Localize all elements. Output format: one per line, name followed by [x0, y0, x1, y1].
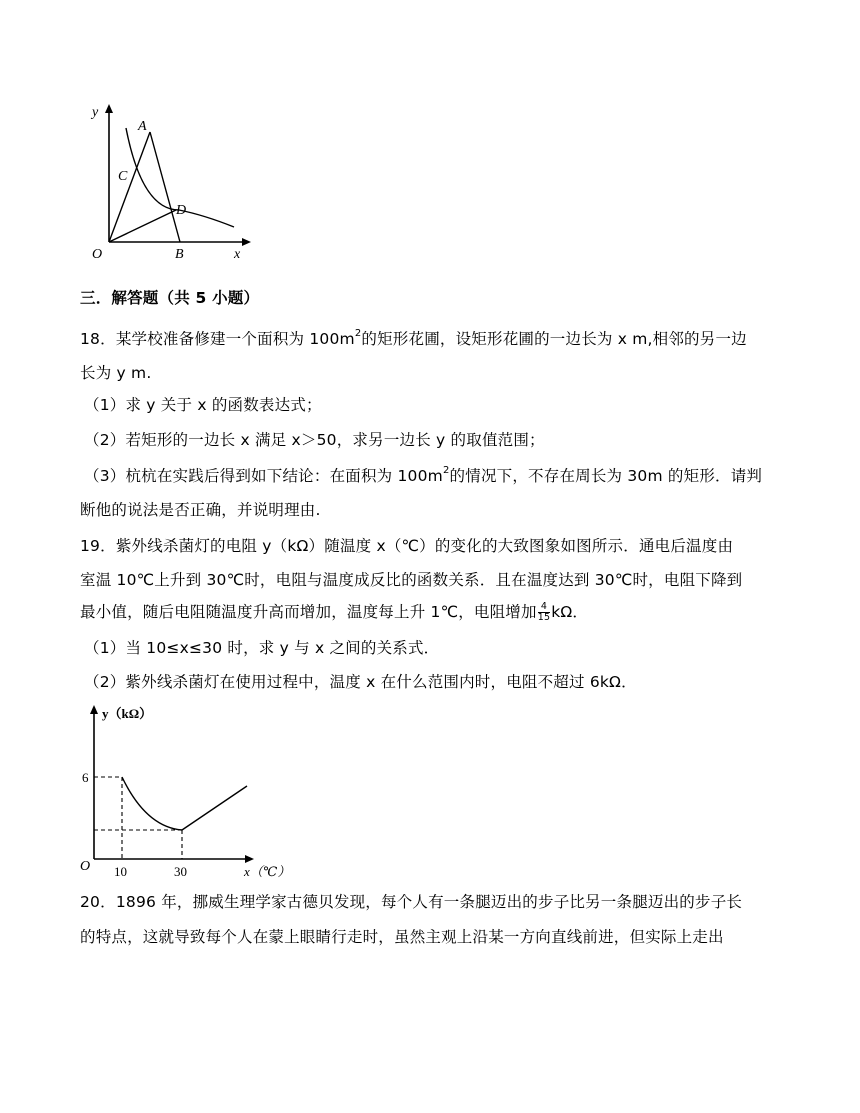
q20-line1: 20．1896 年，挪威生理学家古德贝发现，每个人有一条腿迈出的步子比另一条腿迈出的步子长 [80, 893, 743, 911]
segment-ab [150, 132, 180, 242]
label-o: O [92, 247, 103, 262]
label-y: y [92, 105, 99, 120]
y-axis-label: y（kΩ） [102, 706, 153, 721]
q19-part1: （1）当 10≤x≤30 时，求 y 与 x 之间的关系式． [84, 639, 440, 657]
q18-line1: 18．某学校准备修建一个面积为 $100m^2$的矩形花圃，设矩形花圃的一边长为 x m,相邻的另一边 [80, 328, 747, 348]
y-axis-arrow-icon [90, 705, 98, 714]
x-tick-30: 30 [174, 864, 187, 879]
q19-part2: （2）紫外线杀菌灯在使用过程中，温度 x 在什么范围内时，电阻不超过 6kΩ． [84, 673, 637, 691]
q18-part1: （1）求 y 关于 x 的函数表达式； [84, 396, 322, 414]
y-axis-arrow-icon [105, 104, 113, 113]
label-b: B [175, 247, 184, 262]
x-axis-label: x（℃） [244, 864, 291, 879]
q18-part3-line2: 断他的说法是否正确，并说明理由. [80, 501, 321, 519]
x-axis-arrow-icon [242, 238, 251, 246]
origin-label: O [80, 859, 91, 874]
x-tick-10: 10 [114, 864, 127, 879]
q19-line3: 最小值，随后电阻随温度升高而增加，温度每上升 1℃，电阻增加 $\frac{4}{15}$ kΩ． [80, 601, 589, 623]
section-title: 三．解答题（共 5 小题） [80, 289, 260, 307]
figure-triangle-hyperbola [84, 98, 254, 263]
figure-resistance-temperature [74, 700, 304, 880]
linear-segment [182, 786, 247, 830]
inverse-curve [122, 777, 182, 830]
q18-line2: 长为 y m. [80, 364, 152, 382]
q20-line2: 的特点，这就导致每个人在蒙上眼睛行走时，虽然主观上沿某一方向直线前进，但实际上走出 [80, 928, 724, 946]
y-tick-6: 6 [82, 770, 89, 785]
q19-line2: 室温 10℃上升到 30℃时，电阻与温度成反比的函数关系．且在温度达到 30℃时，电阻下降到 [80, 571, 743, 589]
label-d: D [176, 203, 187, 218]
label-a: A [138, 119, 147, 134]
fraction-4-15: $\frac{4}{15}$ [537, 601, 551, 623]
q19-line1: 19．紫外线杀菌灯的电阻 y（kΩ）随温度 x（℃）的变化的大致图象如图所示．通电后温度由 [80, 537, 734, 555]
q18-part3: （3）杭杭在实践后得到如下结论：在面积为 $100m^2$的情况下，不存在周长为 30m 的矩形．请判 [84, 465, 763, 485]
label-x: x [234, 247, 241, 262]
label-c: C [118, 169, 128, 184]
q18-part2: （2）若矩形的一边长 x 满足 x＞50，求另一边长 y 的取值范围； [84, 431, 545, 449]
x-axis-arrow-icon [245, 855, 254, 863]
